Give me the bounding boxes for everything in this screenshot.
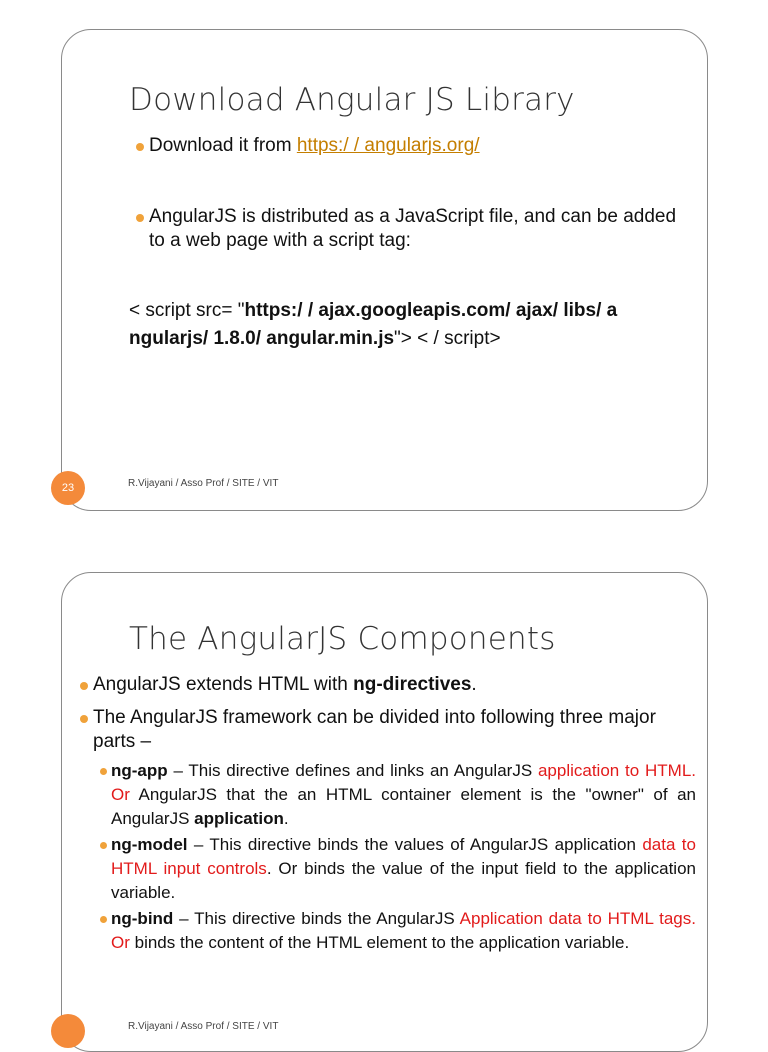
item-name: ng-bind bbox=[111, 909, 174, 928]
item-text: AngularJS that the an HTML container element is the "owner" of an AngularJS bbox=[111, 785, 696, 828]
item-text: – This directive binds the values of AngularJS application bbox=[187, 835, 643, 854]
bullet-line: to a web page with a script tag: bbox=[149, 230, 411, 251]
code-open: < script src= " bbox=[129, 300, 245, 321]
script-tag-code bbox=[129, 297, 699, 353]
item-text: – This directive defines and links an AngularJS bbox=[167, 761, 538, 780]
slide-title: The AngularJS Components bbox=[129, 621, 556, 657]
bullet-suffix: . bbox=[471, 674, 477, 695]
slide-24 bbox=[61, 572, 708, 1052]
bullet-text: The AngularJS framework can be divided into following three major parts – bbox=[93, 707, 656, 752]
bullet-text: Download it from bbox=[149, 135, 297, 156]
bullet-distributed bbox=[149, 205, 694, 253]
slide-title: Download Angular JS Library bbox=[129, 82, 575, 118]
item-ng-app bbox=[111, 759, 696, 831]
item-text: . Or binds the value of the input field to the application variable. bbox=[111, 859, 696, 902]
bullet-extends bbox=[93, 673, 698, 697]
item-highlight: application to HTML. Or bbox=[111, 761, 696, 804]
ng-directives-term: ng-directives bbox=[353, 674, 472, 695]
page-number-badge bbox=[51, 1014, 85, 1048]
bullet-framework bbox=[93, 706, 698, 754]
bullet-download bbox=[149, 134, 689, 158]
bullet-text: AngularJS extends HTML with bbox=[93, 674, 354, 695]
page-number-badge: 23 bbox=[51, 471, 85, 505]
bullet-line: AngularJS is distributed as a JavaScript file, and can be added bbox=[149, 206, 677, 227]
item-highlight: data to HTML input controls bbox=[111, 835, 696, 878]
slide-footer: R.Vijayani / Asso Prof / SITE / VIT bbox=[128, 1021, 279, 1032]
item-bold: application bbox=[194, 809, 284, 828]
slide-23 bbox=[61, 29, 708, 511]
code-url-2: ngularjs/ 1.8.0/ angular.min.js bbox=[129, 328, 395, 349]
item-text: binds the content of the HTML element to the application variable. bbox=[129, 933, 630, 952]
item-name: ng-app bbox=[111, 761, 168, 780]
item-ng-bind bbox=[111, 907, 696, 955]
item-name: ng-model bbox=[111, 835, 188, 854]
item-text: – This directive binds the AngularJS bbox=[173, 909, 460, 928]
angularjs-link[interactable]: https:/ / angularjs.org/ bbox=[296, 135, 480, 156]
code-close: "> < / script> bbox=[394, 328, 501, 349]
code-url-1: https:/ / ajax.googleapis.com/ ajax/ libs/ a bbox=[244, 300, 618, 321]
slide-footer: R.Vijayani / Asso Prof / SITE / VIT bbox=[128, 478, 279, 489]
item-ng-model bbox=[111, 833, 696, 905]
item-highlight: Application data to HTML tags. Or bbox=[111, 909, 696, 952]
item-text: . bbox=[283, 809, 289, 828]
